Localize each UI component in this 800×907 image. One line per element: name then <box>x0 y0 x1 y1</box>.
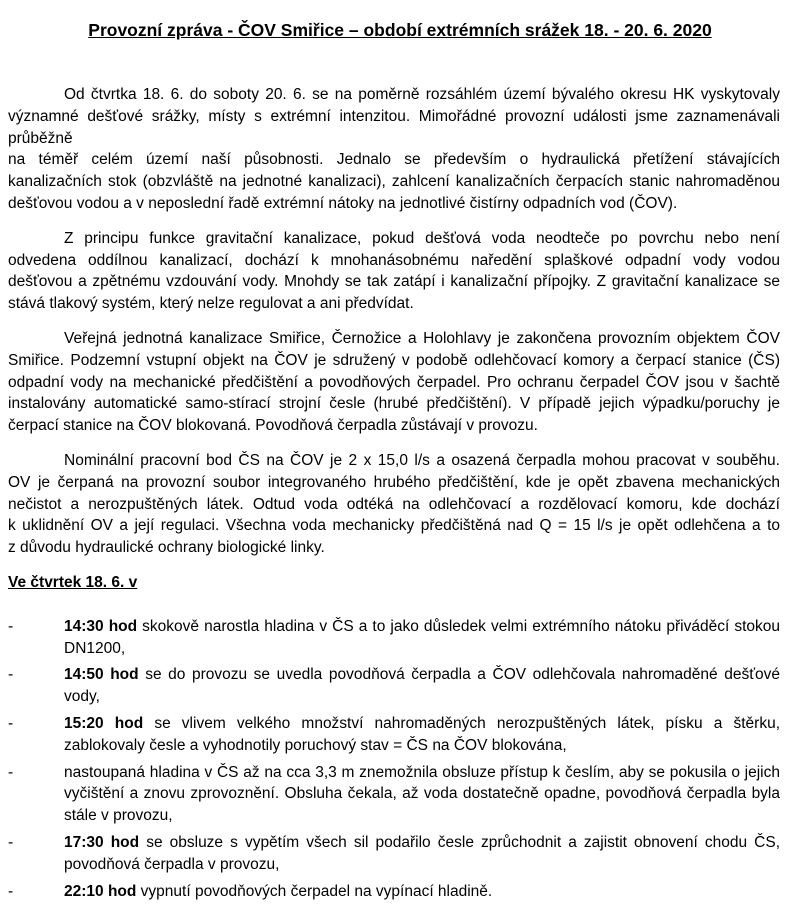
paragraph <box>8 228 780 315</box>
paragraph-line: nečistot a nerozpuštěných látek. Odtud voda odtéká na odlehčovací a rozdělovací komoru, kde dochází <box>8 495 780 513</box>
paragraph-line: Z principu funkce gravitační kanalizace, pokud dešťová voda neodteče po povrchu nebo není <box>64 229 780 247</box>
paragraph-line: odpadní vody na mechanické předčištění a povodňových čerpadel. Pro ochranu čerpadel ČOV jsou v šachtě <box>8 373 780 391</box>
report-body <box>8 84 780 907</box>
event-list <box>8 616 780 903</box>
list-item <box>8 664 780 708</box>
paragraph <box>8 450 780 559</box>
list-dash: - <box>8 833 14 851</box>
list-dash: - <box>8 714 14 732</box>
paragraph-line: z důvodu hydraulické ochrany biologické linky. <box>8 539 325 557</box>
event-time: 22:10 hod <box>64 882 137 900</box>
paragraph-line: Nominální pracovní bod ČS na ČOV je 2 x 15,0 l/s a osazená čerpadla mohou pracovat v souběhu. <box>64 451 780 469</box>
paragraph-line: OV je čerpaná na provozní soubor integrovaného hrubého předčištění, kde je opět zbavena mechanických <box>8 473 780 491</box>
paragraph-line: k uklidnění OV a její regulaci. Všechna voda mechanicky předčištěná nad Q = 15 l/s je opět odlehčena a to <box>8 517 780 535</box>
list-dash: - <box>8 882 14 900</box>
event-time: 14:30 hod <box>64 617 138 635</box>
paragraph-line: významné dešťové srážky, místy s extrémní intenzitou. Mimořádné provozní události jsme zaznamenávali <box>8 107 780 125</box>
list-item <box>8 762 780 827</box>
event-text: se vlivem velkého množství nahromaděných nerozpuštěných látek, písku a štěrku, zablokovaly česle a vyhodnotily poruchový stav = ČS na ČOV blokována, <box>64 714 780 754</box>
event-time: 15:20 hod <box>64 714 144 732</box>
paragraph-line: průběžně <box>8 129 73 147</box>
paragraphs <box>8 84 780 559</box>
paragraph-line: odvedena oddílnou kanalizací, dochází k mnohanásobnému naředění splaškové odpadní vody vodou <box>8 251 780 269</box>
paragraph-line: Smiřice. Podzemní vstupní objekt na ČOV je sdružený v podobě odlehčovací komory a čerpací stanice (ČS) <box>8 351 780 369</box>
event-text: skokově narostla hladina v ČS a to jako důsledek velmi extrémního nátoku přiváděcí stokou DN1200, <box>64 617 780 657</box>
paragraph-line: kanalizačních stok (obzvláště na jednotné kanalizaci), zahlcení kanalizačních čerpacích stanic nahromaděnou <box>8 173 780 191</box>
list-item <box>8 713 780 757</box>
paragraph-line: Od čtvrtka 18. 6. do soboty 20. 6. se na poměrně rozsáhlém území bývalého okresu HK vyskytovaly <box>64 86 780 103</box>
paragraph-line: dešťovou a zpětnému vzdouvání vody. Mnohdy se tak zatápí i kanalizační přípojky. Z gravitační kanalizace se <box>8 273 780 291</box>
paragraph-line: dešťovou vodou a v neposlední řadě extrémní nátoky na jednotlivé čistírny odpadních vod (ČOV). <box>8 194 678 212</box>
event-time: 17:30 hod <box>64 833 140 851</box>
paragraph-line: Veřejná jednotná kanalizace Smiřice, Černožice a Holohlavy je zakončena provozním objektem ČOV <box>64 329 780 347</box>
paragraph <box>8 84 780 215</box>
event-text: se obsluze s vypětím všech sil podařilo česle zprůchodnit a zajistit obnovení chodu ČS, povodňová čerpadla v provozu, <box>64 833 781 873</box>
paragraph <box>8 328 780 437</box>
paragraph-line: čerpací stanice na ČOV blokovaná. Povodňová čerpadla zůstávají v provozu. <box>8 417 538 435</box>
list-item <box>8 616 780 660</box>
list-dash: - <box>8 666 14 684</box>
paragraph-line: instalovány automatické samo-stírací strojní česle (hrubé předčištění). V případě jejich výpadku/poruchy je <box>8 395 780 413</box>
report-title: Provozní zpráva - ČOV Smiřice – období extrémních srážek 18. - 20. 6. 2020 <box>88 20 712 40</box>
list-dash: - <box>8 617 14 635</box>
list-dash: - <box>8 763 14 781</box>
paragraph-line: stává tlakový systém, který nelze regulovat a ani předvídat. <box>8 295 414 313</box>
event-text: nastoupaná hladina v ČS až na cca 3,3 m znemožnila obsluze přístup k česlím, aby se pokusila o jejich vyčištění a znovu zprovoznění. Obsluha čekala, až voda dostatečně opadne, povodňová čerpadla byla stále v provozu, <box>64 763 780 825</box>
paragraph-line: na téměř celém území naší působnosti. Jednalo se především o hydraulická přetížení stávajících <box>8 151 780 169</box>
event-text: vypnutí povodňových čerpadel na vypínací hladině. <box>136 882 493 900</box>
event-time: 14:50 hod <box>64 666 139 684</box>
event-text: se do provozu se uvedla povodňová čerpadla a ČOV odlehčovala nahromaděné dešťové vody, <box>64 666 780 706</box>
list-item <box>8 832 780 876</box>
list-item <box>8 881 780 903</box>
section-heading: Ve čtvrtek 18. 6. v <box>8 573 138 591</box>
